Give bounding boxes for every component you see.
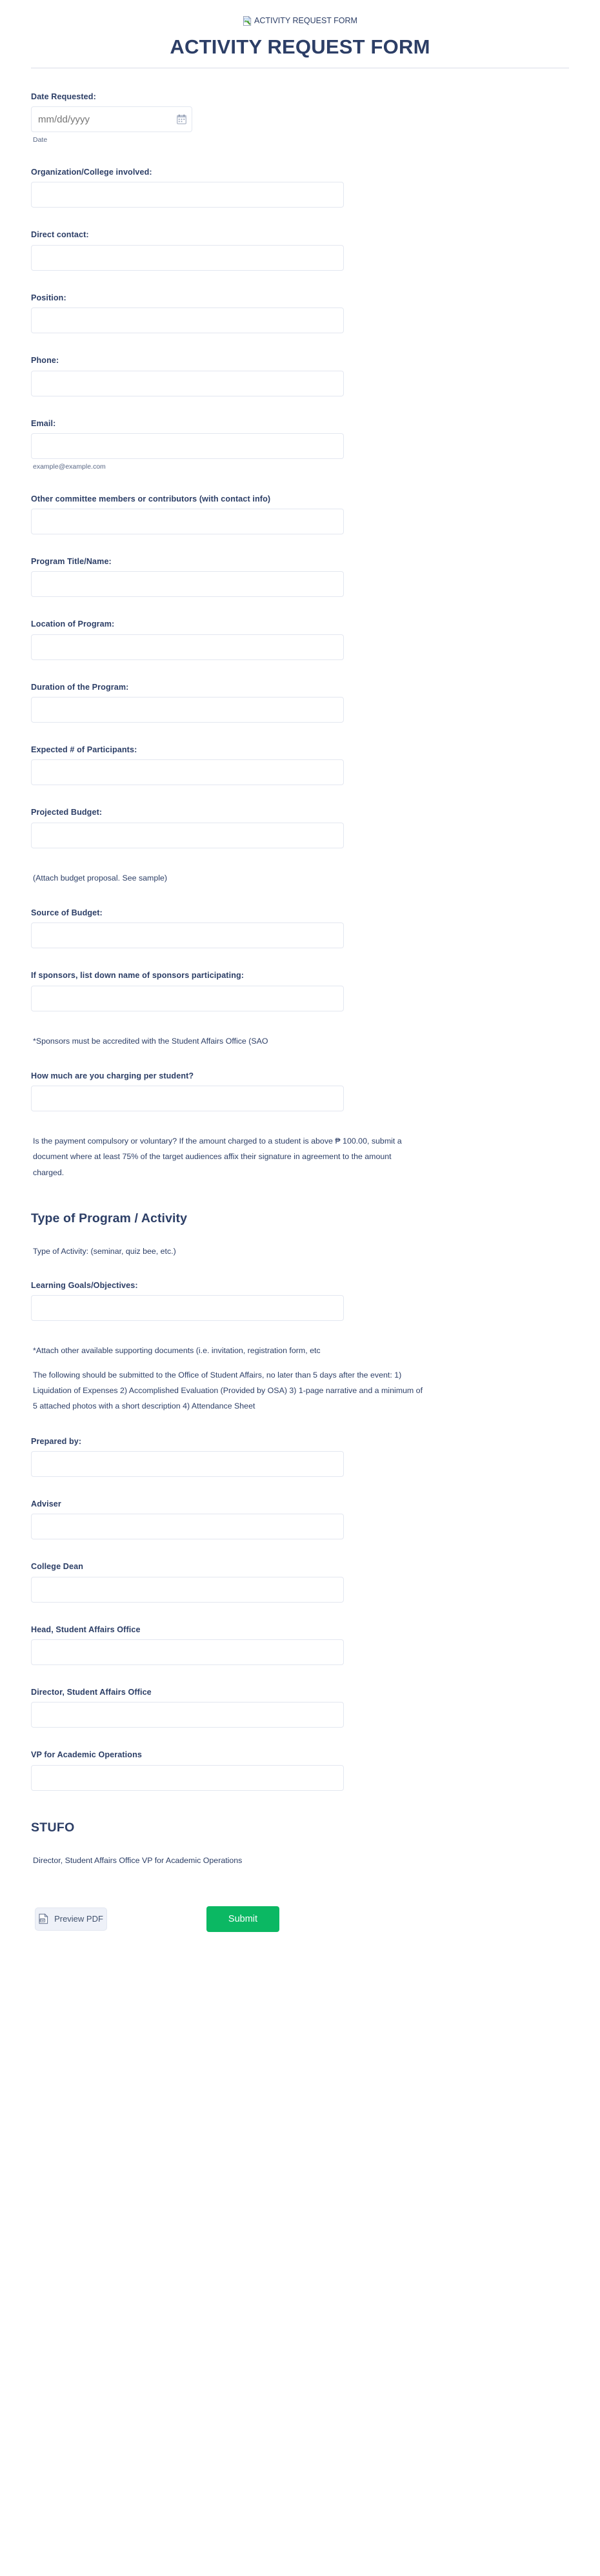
bottom-spacer [31,1932,569,1937]
field-adviser [31,1499,569,1539]
label-duration: Duration of the Program: [31,682,129,692]
form-header [0,0,600,68]
preview-pdf-label: Preview PDF [54,1914,103,1924]
note-payment-policy [31,1133,569,1180]
field-college-dean [31,1561,569,1602]
field-position [31,293,569,333]
field-other-members [31,494,569,534]
director-student-affairs-office-input[interactable] [31,1702,344,1728]
field-source-of-budget [31,908,569,948]
direct-contact-input[interactable] [31,245,344,271]
learning-goals-input[interactable] [31,1295,344,1321]
location-input[interactable] [31,634,344,660]
note-payment-policy-text: Is the payment compulsory or voluntary? If the amount charged to a student is above ₱ 100.00, submit a document where at least 75% of the target audiences affix their signature in agreement to the amount charged. [33,1137,402,1177]
field-prepared-by [31,1436,569,1477]
label-charge-per-student: How much are you charging per student? [31,1071,194,1080]
note-attach-supporting [31,1343,569,1358]
head-student-affairs-office-input[interactable] [31,1639,344,1665]
source-of-budget-input[interactable] [31,922,344,948]
sponsors-input[interactable] [31,986,344,1011]
broken-image-icon [243,16,252,26]
field-director-student-affairs-office [31,1687,569,1728]
section-heading-stufo: STUFO [31,1820,75,1835]
field-sponsors [31,970,569,1011]
header-logo-alt-text: ACTIVITY REQUEST FORM [254,16,357,25]
charge-per-student-input[interactable] [31,1086,344,1111]
form-body [0,92,600,1937]
expected-participants-input[interactable] [31,759,344,785]
field-expected-participants [31,745,569,785]
field-date-requested [31,92,569,145]
prepared-by-input[interactable] [31,1451,344,1477]
section-heading-type-of-program: Type of Program / Activity [31,1211,188,1225]
label-source-of-budget: Source of Budget: [31,908,103,917]
note-attach-budget [31,870,569,886]
phone-input[interactable] [31,371,344,396]
note-type-of-activity: Type of Activity: (seminar, quiz bee, etc.) [33,1246,176,1256]
label-learning-goals: Learning Goals/Objectives: [31,1280,138,1290]
note-sponsors-accredited-text: *Sponsors must be accredited with the Student Affairs Office (SAO [33,1036,268,1046]
email-sublabel: example@example.com [33,462,106,471]
label-vp-academic-operations: VP for Academic Operations [31,1750,142,1760]
header-logo-line [0,14,600,27]
field-email [31,418,569,472]
label-organization: Organization/College involved: [31,168,152,177]
email-input[interactable] [31,433,344,459]
field-learning-goals [31,1280,569,1321]
label-direct-contact: Direct contact: [31,230,89,240]
pdf-file-icon [39,1913,48,1924]
label-email: Email: [31,418,56,428]
date-sublabel: Date [33,136,48,144]
note-post-event-requirements [31,1367,569,1414]
note-post-event-requirements-text: The following should be submitted to the Office of Student Affairs, no later than 5 days after the event: 1) Liquidation of Expenses 2) Accomplished Evaluation (Provided by OSA) 3) 1-page narrative and a minimum of 5 attached photos with a short description 4) Attendance Sheet [33,1371,423,1411]
label-date-requested: Date Requested: [31,92,96,102]
field-projected-budget [31,807,569,848]
field-program-title [31,556,569,597]
label-sponsors: If sponsors, list down name of sponsors participating: [31,971,245,981]
svg-text:PDF: PDF [40,1919,45,1922]
field-location [31,619,569,659]
label-head-student-affairs-office: Head, Student Affairs Office [31,1625,141,1634]
field-organization [31,167,569,208]
label-adviser: Adviser [31,1499,61,1509]
label-location: Location of Program: [31,620,115,629]
field-vp-academic-operations [31,1750,569,1790]
page-title: ACTIVITY REQUEST FORM [170,35,430,58]
field-charge-per-student [31,1071,569,1111]
label-other-members: Other committee members or contributors (with contact info) [31,494,271,503]
note-attach-supporting-text: *Attach other available supporting documents (i.e. invitation, registration form, etc [33,1345,321,1355]
label-program-title: Program Title/Name: [31,556,112,566]
label-director-student-affairs-office: Director, Student Affairs Office [31,1688,152,1697]
note-attach-budget-text: (Attach budget proposal. See sample) [33,873,168,883]
projected-budget-input[interactable] [31,823,344,848]
position-input[interactable] [31,307,344,333]
program-title-input[interactable] [31,571,344,597]
note-stufo-signatories: Director, Student Affairs Office VP for Academic Operations [33,1855,243,1865]
organization-input[interactable] [31,182,344,208]
duration-input[interactable] [31,697,344,723]
adviser-input[interactable] [31,1514,344,1539]
label-college-dean: College Dean [31,1562,83,1572]
note-sponsors-accredited [31,1033,569,1049]
form-actions [31,1906,569,1932]
vp-academic-operations-input[interactable] [31,1765,344,1791]
label-prepared-by: Prepared by: [31,1436,82,1446]
label-projected-budget: Projected Budget: [31,808,103,817]
field-direct-contact [31,229,569,270]
date-requested-input[interactable] [31,106,192,132]
label-expected-participants: Expected # of Participants: [31,745,137,754]
preview-pdf-button[interactable] [35,1908,107,1931]
label-position: Position: [31,293,66,302]
date-input-wrap [31,106,192,132]
label-phone: Phone: [31,356,59,366]
field-phone [31,355,569,396]
field-head-student-affairs-office [31,1625,569,1665]
submit-button[interactable]: Submit [206,1906,279,1932]
other-members-input[interactable] [31,509,344,534]
college-dean-input[interactable] [31,1577,344,1603]
field-duration [31,682,569,723]
